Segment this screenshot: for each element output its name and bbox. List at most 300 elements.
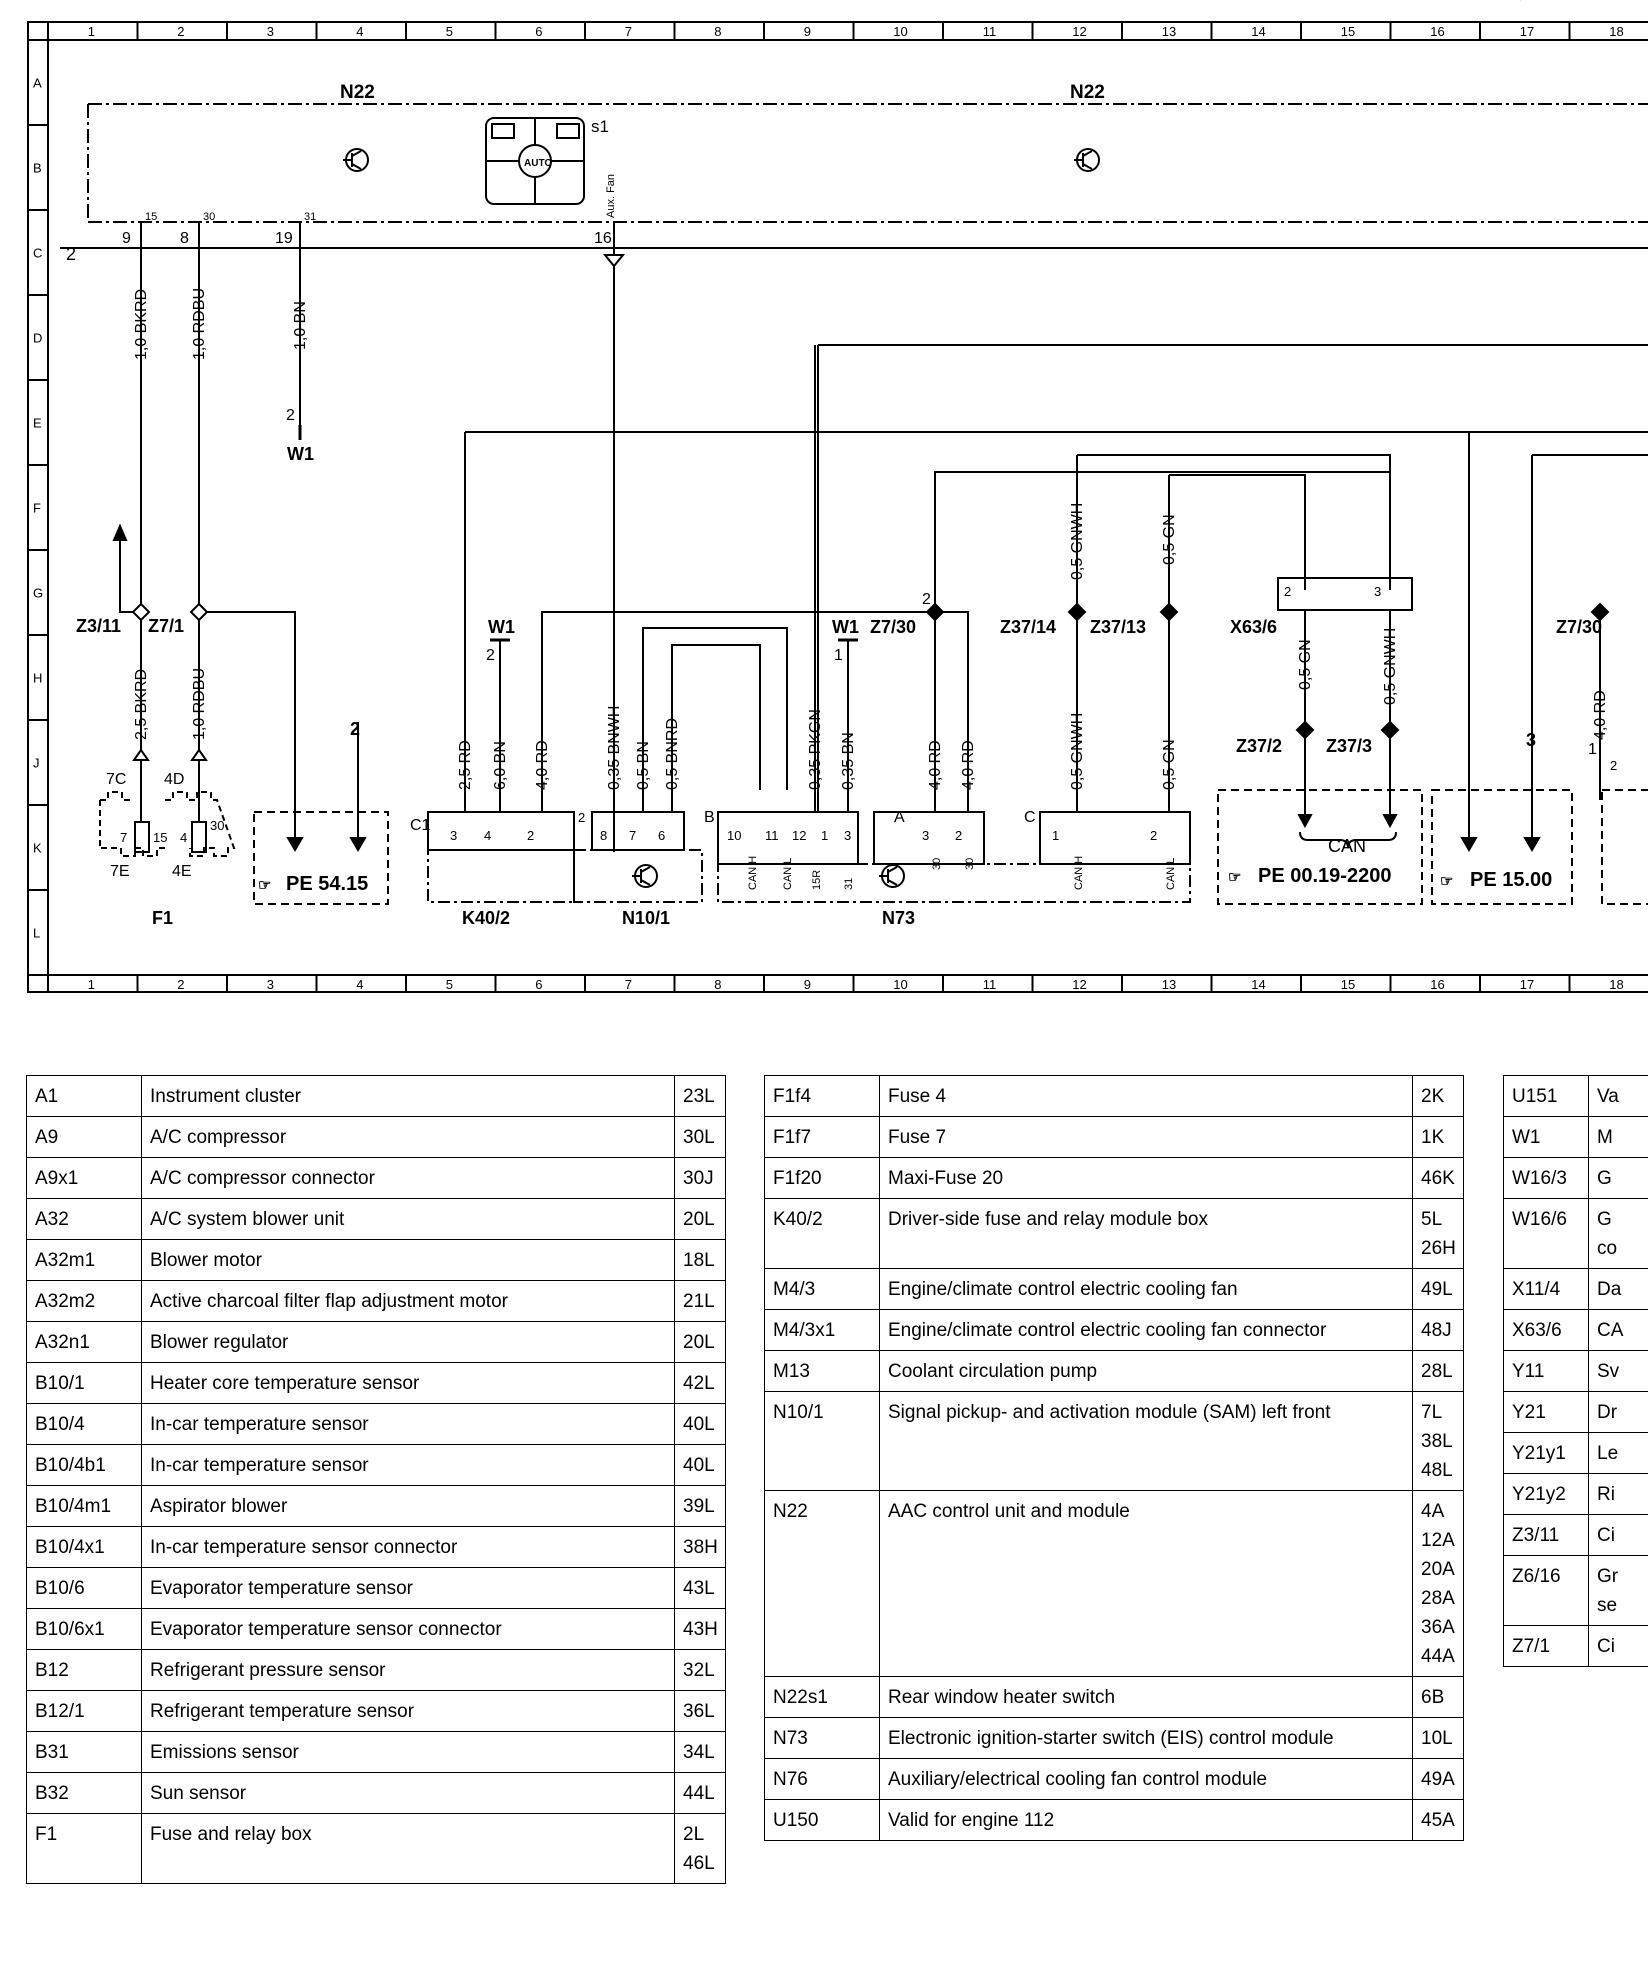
grid-column-label: 5 (445, 24, 453, 39)
pin-label: 2 (1150, 828, 1158, 843)
pin-label: 15R (811, 869, 823, 890)
legend-grid-ref-value[interactable]: 1K (1421, 1127, 1445, 1148)
grid-column-label: 3 (266, 24, 274, 39)
legend-grid-ref[interactable] (1413, 1800, 1464, 1841)
n22-right-label: N22 (1070, 82, 1105, 103)
legend-grid-ref[interactable] (1413, 1718, 1464, 1759)
pin-label: 2 (1284, 584, 1292, 599)
grid-column-label: 8 (714, 24, 722, 39)
grid-column-label: 1 (87, 977, 95, 992)
legend-description-text: Rear window heater switch (888, 1687, 1116, 1708)
grid-column-label: 2 (177, 24, 185, 39)
legend-description (880, 1158, 1413, 1199)
legend-grid-ref-value[interactable]: 21L (683, 1291, 715, 1312)
grid-row-label: A (33, 75, 42, 91)
legend-description-text: AAC control unit and module (888, 1501, 1130, 1522)
legend-grid-ref-value[interactable]: 28L (1421, 1361, 1453, 1382)
legend-description (1589, 1626, 1648, 1667)
x63-6-label: X63/6 (1230, 617, 1278, 637)
legend-description (1589, 1158, 1648, 1199)
pin-label: 19 (275, 230, 293, 247)
fuse-pin: 30 (210, 818, 225, 833)
legend-code: B10/6x1 (27, 1609, 142, 1650)
pin-label: CAN H (747, 855, 759, 890)
legend-row (27, 1527, 726, 1568)
legend-grid-ref-value[interactable]: 38L (1421, 1431, 1453, 1452)
diagram-frame (28, 22, 1648, 992)
legend-grid-ref-value[interactable]: 7L (1421, 1402, 1443, 1423)
legend-grid-ref-value[interactable]: 48J (1421, 1320, 1452, 1341)
legend-code: A32n1 (27, 1322, 142, 1363)
legend-description-text: Fuse 4 (888, 1086, 947, 1107)
legend-row (27, 1732, 726, 1773)
legend-code: A32m2 (27, 1281, 142, 1322)
fuse-pin: 4 (180, 830, 188, 845)
legend-description-text: Engine/climate control electric cooling fan (888, 1279, 1238, 1300)
legend-grid-ref-value[interactable]: 28A (1421, 1588, 1455, 1609)
pin-label: 1 (1588, 741, 1597, 758)
grid-column-label: 15 (1340, 977, 1356, 992)
wire-label: 0,5 BNRD (664, 717, 681, 790)
legend-description (142, 1322, 675, 1363)
grid-row-label: F (33, 500, 41, 516)
legend-grid-ref-value[interactable]: 34L (683, 1742, 715, 1763)
legend-code: U150 (765, 1800, 880, 1841)
pin-label: 2 (922, 591, 931, 608)
legend-code: X63/6 (1504, 1310, 1589, 1351)
wire-label: 2,5 RD (457, 740, 474, 790)
grid-column-label: 10 (893, 977, 908, 992)
legend-description-text: Valid for engine 112 (888, 1810, 1055, 1831)
fuse-pin: 7C (106, 771, 127, 788)
grid-column-label: 12 (1072, 24, 1087, 39)
z37-3-label: Z37/3 (1326, 736, 1373, 756)
legend-code: N10/1 (765, 1392, 880, 1491)
legend-grid-ref-value[interactable]: 43H (683, 1619, 718, 1640)
f1-label: F1 (152, 908, 174, 928)
svg-text:☞: ☞ (1228, 869, 1242, 886)
legend-row (765, 1269, 1464, 1310)
page-ref-pe-15-00[interactable]: PE 15.00 (1470, 869, 1553, 891)
legend-grid-ref-value[interactable]: 20L (683, 1209, 715, 1230)
legend-description (1589, 1392, 1648, 1433)
legend-code: Z7/1 (1504, 1626, 1589, 1667)
legend-code: W16/3 (1504, 1158, 1589, 1199)
grid-column-label: 2 (177, 977, 185, 992)
grid-row-label: H (33, 670, 43, 686)
control-panel-s1-icon (486, 117, 609, 204)
legend-description (142, 1732, 675, 1773)
legend-description (1589, 1433, 1648, 1474)
legend-description (142, 1158, 675, 1199)
legend-row (27, 1117, 726, 1158)
ref-3-label: 3 (1526, 730, 1537, 750)
pin-label: 16 (594, 230, 612, 247)
z7-1-label: Z7/1 (148, 616, 185, 636)
wire-label: 1,0 RDBU (191, 287, 208, 360)
grid-column-label: 9 (803, 24, 811, 39)
pin-label: 11 (765, 828, 779, 843)
pin-label: 2 (486, 647, 495, 664)
n73-label: N73 (882, 908, 916, 928)
legend-grid-ref[interactable] (675, 1732, 726, 1773)
grid-column-label: 13 (1161, 24, 1177, 39)
legend-row (27, 1568, 726, 1609)
legend-description (142, 1117, 675, 1158)
z37-13-label: Z37/13 (1090, 617, 1147, 637)
legend-description-text: Engine/climate control electric cooling fan connector (888, 1320, 1327, 1341)
grid-column-label: 10 (893, 24, 908, 39)
fuse-pin: 4D (164, 771, 185, 788)
wire-label: 0,5 GNWH (1382, 627, 1399, 705)
legend-grid-ref[interactable] (675, 1281, 726, 1322)
legend-description-text: Emissions sensor (150, 1742, 299, 1763)
legend-code: Z6/16 (1504, 1556, 1589, 1626)
grid-column-label: 5 (445, 977, 453, 992)
legend-row (765, 1759, 1464, 1800)
pin-label: 3 (1374, 584, 1382, 599)
legend-description-text: Le (1597, 1443, 1619, 1464)
legend-description-text: Va (1597, 1086, 1619, 1107)
legend-description-text: M (1597, 1127, 1613, 1148)
legend-grid-ref-value[interactable]: 4A (1421, 1501, 1445, 1522)
legend-description-text: Heater core temperature sensor (150, 1373, 420, 1394)
legend-grid-ref[interactable] (675, 1322, 726, 1363)
legend-description (880, 1269, 1413, 1310)
wire-label: 1,0 BN (292, 301, 309, 350)
legend-row (1504, 1310, 1648, 1351)
legend-description (1589, 1474, 1648, 1515)
wire-label: 0,35 PKGN (807, 709, 824, 790)
grid-column-label: 15 (1340, 24, 1356, 39)
legend-description-text: Aspirator blower (150, 1496, 288, 1517)
grid-labels (33, 24, 1624, 992)
legend-description-text: A/C compressor connector (150, 1168, 375, 1189)
legend-grid-ref[interactable] (1413, 1158, 1464, 1199)
legend-code: B10/4 (27, 1404, 142, 1445)
legend-grid-ref-value[interactable]: 20A (1421, 1559, 1455, 1580)
grid-row-label: G (33, 585, 44, 601)
legend-grid-ref-value[interactable]: 49A (1421, 1769, 1455, 1790)
legend-description (880, 1718, 1413, 1759)
legend-grid-ref-value[interactable]: 32L (683, 1660, 715, 1681)
z7-30-label: Z7/30 (870, 617, 917, 637)
legend-grid-ref[interactable] (675, 1691, 726, 1732)
legend-grid-ref[interactable] (1413, 1677, 1464, 1718)
legend-description (142, 1527, 675, 1568)
grid-column-label: 11 (982, 977, 997, 992)
legend-description-text: Fuse 7 (888, 1127, 947, 1148)
legend-description (880, 1310, 1413, 1351)
legend-code: N73 (765, 1718, 880, 1759)
pin-label: 1 (1052, 828, 1060, 843)
legend-grid-ref-value[interactable]: 20L (683, 1332, 715, 1353)
pin-label: 8 (600, 828, 608, 843)
pin-label: 2 (527, 828, 535, 843)
legend-row (27, 1363, 726, 1404)
grid-column-label: 16 (1430, 24, 1445, 39)
legend-description (880, 1199, 1413, 1269)
legend-grid-ref[interactable] (675, 1240, 726, 1281)
legend-grid-ref[interactable] (1413, 1759, 1464, 1800)
legend-description (1589, 1117, 1648, 1158)
legend-description (1589, 1351, 1648, 1392)
row2-label: 2 (66, 244, 77, 264)
wire-label: 1,0 RDBU (191, 667, 208, 740)
grid-column-label: 7 (624, 977, 632, 992)
legend-description (880, 1117, 1413, 1158)
grid-column-label: 6 (535, 24, 543, 39)
legend-table-1 (26, 1075, 726, 1884)
legend-description (880, 1759, 1413, 1800)
grid-column-label: 6 (535, 977, 543, 992)
grid-column-label: 11 (982, 24, 997, 39)
legend-description (142, 1609, 675, 1650)
legend-grid-ref-value[interactable]: 18L (683, 1250, 715, 1271)
legend-row (765, 1199, 1464, 1269)
legend-grid-ref[interactable] (675, 1158, 726, 1199)
legend-row (765, 1718, 1464, 1759)
legend-grid-ref[interactable] (675, 1117, 726, 1158)
legend-row (27, 1445, 726, 1486)
legend-grid-ref-value[interactable]: 44L (683, 1783, 715, 1804)
pin-label: B (704, 809, 715, 826)
legend-description (1589, 1076, 1648, 1117)
legend-grid-ref[interactable] (1413, 1117, 1464, 1158)
legend-grid-ref-value[interactable]: 36L (683, 1701, 715, 1722)
legend-grid-ref-value[interactable]: 44A (1421, 1646, 1455, 1667)
legend-grid-ref-value[interactable]: 38H (683, 1537, 718, 1558)
legend-grid-ref-value[interactable]: 43L (683, 1578, 715, 1599)
pin-label: 30 (964, 857, 976, 870)
legend-grid-ref[interactable] (1413, 1392, 1464, 1491)
legend-description (880, 1677, 1413, 1718)
legend-grid-ref-value[interactable]: 45A (1421, 1810, 1455, 1831)
legend-grid-ref[interactable] (1413, 1491, 1464, 1677)
legend-description-text: G (1597, 1168, 1612, 1189)
pin-label: 1 (834, 647, 843, 664)
grid-column-label: 4 (356, 977, 364, 992)
legend-row (765, 1491, 1464, 1677)
legend-code: A1 (27, 1076, 142, 1117)
grid-column-label: 1 (87, 24, 95, 39)
legend-description-text: Ci (1597, 1636, 1615, 1657)
legend-grid-ref-value[interactable]: 48L (1421, 1460, 1453, 1481)
legend-description (142, 1568, 675, 1609)
legend-grid-ref[interactable] (1413, 1199, 1464, 1269)
wire-label: 1,0 BKRD (133, 288, 150, 360)
legend-grid-ref[interactable] (675, 1199, 726, 1240)
pin-label: 7 (629, 828, 637, 843)
legend-description-text: In-car temperature sensor (150, 1414, 369, 1435)
legend-grid-ref[interactable] (675, 1404, 726, 1445)
legend-grid-ref-value[interactable]: 5L (1421, 1209, 1443, 1230)
legend-code: Z3/11 (1504, 1515, 1589, 1556)
legend-grid-ref[interactable] (1413, 1310, 1464, 1351)
legend-grid-ref-value[interactable]: 30L (683, 1127, 715, 1148)
legend-row (765, 1351, 1464, 1392)
page-ref-pe-54-15[interactable]: PE 54.15 (286, 873, 369, 895)
legend-code: W1 (1504, 1117, 1589, 1158)
legend-grid-ref[interactable] (675, 1568, 726, 1609)
can-label: CAN (1328, 836, 1367, 856)
legend-grid-ref-value[interactable]: 12A (1421, 1530, 1455, 1551)
pin-label: 31 (843, 877, 855, 890)
legend-grid-ref[interactable] (1413, 1351, 1464, 1392)
legend-grid-ref-value[interactable]: 6B (1421, 1687, 1445, 1708)
grid-column-label: 7 (624, 24, 632, 39)
legend-code: F1f7 (765, 1117, 880, 1158)
wire-label: 4,0 RD (1592, 690, 1609, 740)
legend-description (880, 1800, 1413, 1841)
pin-label: CAN L (1165, 857, 1177, 890)
legend-grid-ref-value[interactable]: 40L (683, 1414, 715, 1435)
legend-row (765, 1800, 1464, 1841)
legend-description-text: Da (1597, 1279, 1622, 1300)
legend-row (27, 1486, 726, 1527)
legend-grid-ref-value[interactable]: 46K (1421, 1168, 1455, 1189)
legend-code: A32 (27, 1199, 142, 1240)
legend-grid-ref[interactable] (675, 1650, 726, 1691)
transistor-icon (879, 865, 904, 887)
legend-grid-ref-value[interactable]: 26H (1421, 1238, 1456, 1259)
page-ref-pe-00-19[interactable]: PE 00.19-2200 (1258, 865, 1392, 887)
legend-row (1504, 1199, 1648, 1269)
legend-grid-ref-value[interactable]: 30J (683, 1168, 714, 1189)
legend-grid-ref-value[interactable]: 39L (683, 1496, 715, 1517)
legend-code: U151 (1504, 1076, 1589, 1117)
pin-label: 9 (122, 230, 131, 247)
pin-label: 12 (792, 828, 807, 843)
transistor-icon (343, 149, 368, 171)
legend-code: K40/2 (765, 1199, 880, 1269)
legend-description (880, 1076, 1413, 1117)
grid-column-label: 12 (1072, 977, 1087, 992)
n10-1-label: N10/1 (622, 908, 671, 928)
legend-row (27, 1691, 726, 1732)
n22-left-label: N22 (340, 82, 375, 103)
legend-code: N76 (765, 1759, 880, 1800)
grid-row-label: D (33, 330, 43, 346)
legend-description-text: Blower regulator (150, 1332, 289, 1353)
grid-column-label: 13 (1161, 977, 1177, 992)
legend-row (1504, 1117, 1648, 1158)
connector-k40-2 (428, 812, 574, 902)
legend-grid-ref-value[interactable]: 49L (1421, 1279, 1453, 1300)
legend-grid-ref-value[interactable]: 40L (683, 1455, 715, 1476)
wire-label: 0,5 GNWH (1069, 712, 1086, 790)
legend-grid-ref[interactable] (675, 1076, 726, 1117)
legend-code: B31 (27, 1732, 142, 1773)
legend-description (1589, 1199, 1648, 1269)
legend-grid-ref[interactable] (675, 1814, 726, 1884)
legend-code: B10/4b1 (27, 1445, 142, 1486)
legend-code: M13 (765, 1351, 880, 1392)
legend-grid-ref[interactable] (675, 1445, 726, 1486)
legend-description-text: Sv (1597, 1361, 1620, 1382)
legend-description (142, 1650, 675, 1691)
legend-description-text: Auxiliary/electrical cooling fan control module (888, 1769, 1268, 1790)
legend-grid-ref[interactable] (675, 1609, 726, 1650)
legend-description (142, 1363, 675, 1404)
legend-row (27, 1158, 726, 1199)
legend-grid-ref-value[interactable]: 42L (683, 1373, 715, 1394)
legend-grid-ref-value[interactable]: 46L (683, 1853, 715, 1874)
legend-row (27, 1650, 726, 1691)
legend-description (142, 1445, 675, 1486)
legend-row (1504, 1515, 1648, 1556)
wire-label: 0,5 BN (635, 741, 652, 790)
legend-code: Y21 (1504, 1392, 1589, 1433)
wire-label: 0,5 GN (1297, 639, 1314, 690)
legend-description (142, 1814, 675, 1884)
legend-grid-ref[interactable] (1413, 1076, 1464, 1117)
legend-grid-ref-value[interactable]: 2L (683, 1824, 705, 1845)
legend-code: Y21y2 (1504, 1474, 1589, 1515)
pin-label: A (894, 809, 905, 826)
legend-description (142, 1773, 675, 1814)
legend-description (142, 1486, 675, 1527)
k40-2-label: K40/2 (462, 908, 511, 928)
legend-description-text: In-car temperature sensor connector (150, 1537, 458, 1558)
grid-column-label: 8 (714, 977, 722, 992)
legend-grid-ref[interactable] (675, 1486, 726, 1527)
legend-code: A32m1 (27, 1240, 142, 1281)
legend-row (1504, 1626, 1648, 1667)
legend-code: B12 (27, 1650, 142, 1691)
svg-text:☞: ☞ (1440, 873, 1454, 890)
z37-14-label: Z37/14 (1000, 617, 1057, 637)
legend-description-text: Driver-side fuse and relay module box (888, 1209, 1208, 1230)
legend-description-text: Fuse and relay box (150, 1824, 312, 1845)
legend-grid-ref-value[interactable]: 36A (1421, 1617, 1455, 1638)
legend-grid-ref[interactable] (675, 1363, 726, 1404)
legend-code: F1f20 (765, 1158, 880, 1199)
legend-description (880, 1491, 1413, 1677)
legend-row (765, 1158, 1464, 1199)
grid-row-label: B (33, 160, 42, 176)
legend-description (1589, 1269, 1648, 1310)
pin-label: 3 (844, 828, 852, 843)
legend-row (765, 1117, 1464, 1158)
diagram-labels (76, 0, 1617, 928)
grid-column-label: 18 (1609, 24, 1624, 39)
wire-label: 0,35 BNWH (606, 705, 623, 790)
legend-grid-ref-value[interactable]: 10L (1421, 1728, 1453, 1749)
legend-code: Y21y1 (1504, 1433, 1589, 1474)
legend-code: A9x1 (27, 1158, 142, 1199)
legend-row (1504, 1474, 1648, 1515)
legend-grid-ref[interactable] (675, 1773, 726, 1814)
legend-grid-ref-value[interactable]: 23L (683, 1086, 715, 1107)
legend-description-text: In-car temperature sensor (150, 1455, 369, 1476)
legend-description (1589, 1515, 1648, 1556)
legend-description-text: Evaporator temperature sensor (150, 1578, 413, 1599)
legend-row (1504, 1076, 1648, 1117)
n22-module (60, 82, 1648, 264)
legend-code: F1f4 (765, 1076, 880, 1117)
legend-description (1589, 1310, 1648, 1351)
pin-label: 3 (450, 828, 458, 843)
legend-grid-ref[interactable] (1413, 1269, 1464, 1310)
grid-column-label: 3 (266, 977, 274, 992)
legend-grid-ref[interactable] (675, 1527, 726, 1568)
wire-label: 0,35 BN (840, 732, 857, 790)
legend-grid-ref-value[interactable]: 2K (1421, 1086, 1445, 1107)
legend-description-text: Signal pickup- and activation module (SAM) left front (888, 1402, 1331, 1423)
legend-row (27, 1240, 726, 1281)
legend-description (880, 1392, 1413, 1491)
